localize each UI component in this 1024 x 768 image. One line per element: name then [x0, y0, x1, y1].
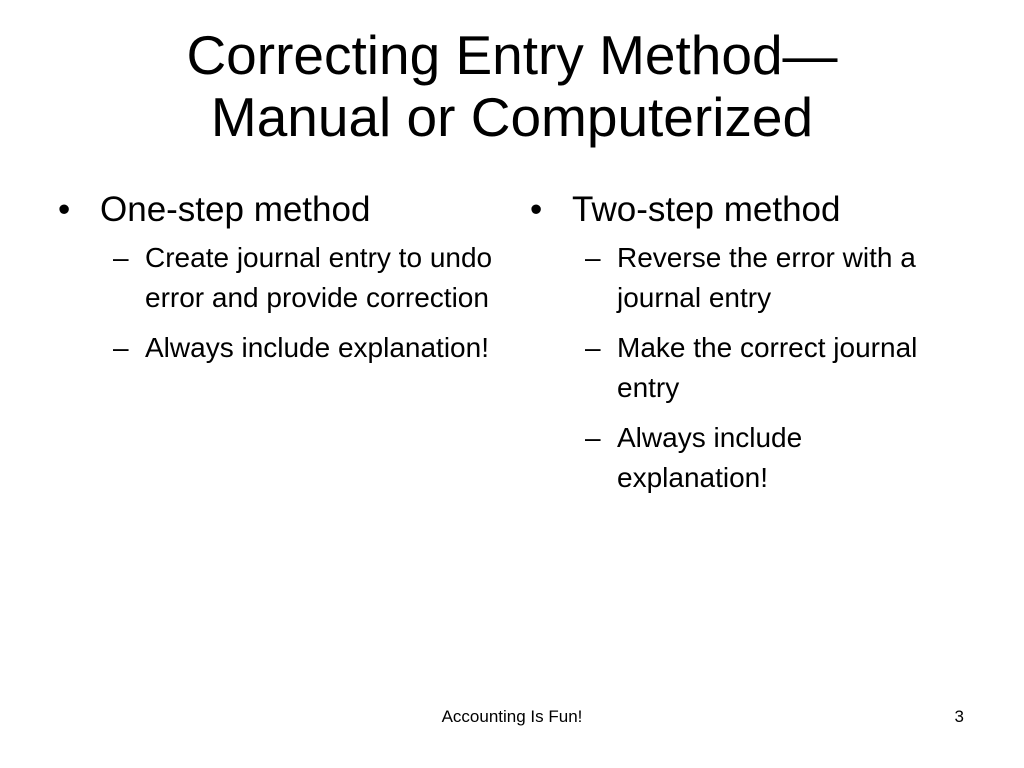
sub-bullet-text: Always include explanation! [145, 332, 489, 363]
dash-icon: – [585, 242, 601, 273]
sub-bullet-text: Make the correct journal entry [617, 332, 918, 403]
bullet-two-step-method [530, 188, 980, 232]
sub-bullet-text: Create journal entry to undo error and provide correction [145, 242, 493, 313]
bullet-text: One-step method [100, 190, 371, 229]
bullet-icon: • [58, 190, 71, 229]
bullet-one-step-method [58, 188, 508, 232]
right-column [530, 188, 980, 508]
dash-icon: – [113, 332, 129, 363]
page-number: 3 [954, 707, 964, 726]
bullet-text: Two-step method [572, 190, 841, 229]
dash-icon: – [585, 422, 601, 453]
left-column [58, 188, 508, 378]
sub-bullet-make-correct-entry [530, 328, 957, 408]
sub-bullet-text: Always include explanation! [617, 422, 803, 493]
left-sublist [58, 238, 508, 368]
sub-bullet-always-include-explanation [58, 328, 495, 368]
slide-title [60, 24, 964, 148]
bullet-icon: • [530, 190, 543, 229]
footer-text: Accounting Is Fun! [441, 707, 583, 726]
sub-bullet-reverse-the-error [530, 238, 957, 318]
right-sublist [530, 238, 980, 498]
sub-bullet-text: Reverse the error with a journal entry [617, 242, 916, 313]
slide-title-line-1: Correcting Entry Method— [186, 24, 838, 86]
dash-icon: – [585, 332, 601, 363]
sub-bullet-create-journal-entry [58, 238, 495, 318]
dash-icon: – [113, 242, 129, 273]
sub-bullet-always-include-explanation [530, 418, 957, 498]
slide-title-line-2: Manual or Computerized [210, 86, 814, 148]
